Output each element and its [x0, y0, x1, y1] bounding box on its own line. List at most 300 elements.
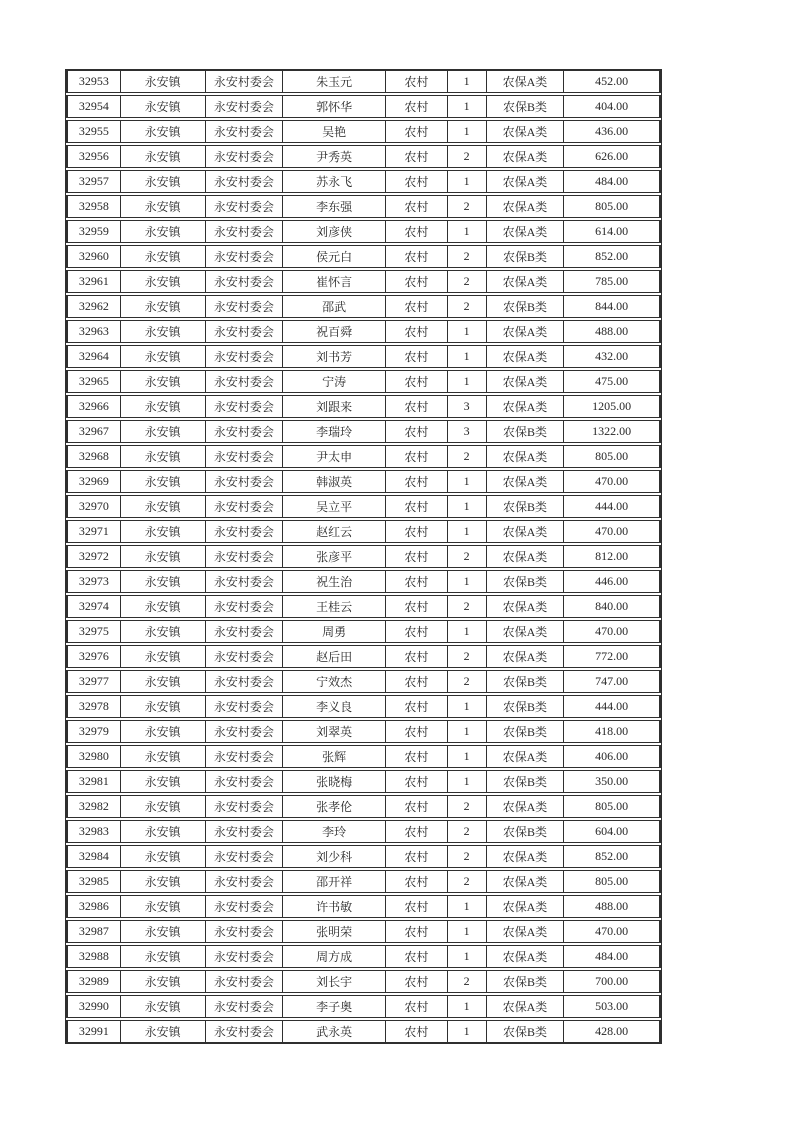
cell-id: 32966 — [67, 396, 121, 417]
cell-amount: 1322.00 — [564, 421, 660, 442]
cell-village: 永安村委会 — [206, 796, 284, 817]
cell-residence: 农村 — [386, 421, 448, 442]
cell-village: 永安村委会 — [206, 546, 284, 567]
cell-id: 32959 — [67, 221, 121, 242]
cell-town: 永安镇 — [121, 546, 206, 567]
cell-id: 32955 — [67, 121, 121, 142]
cell-count: 1 — [448, 896, 487, 917]
cell-name: 武永英 — [283, 1021, 386, 1042]
cell-residence: 农村 — [386, 396, 448, 417]
cell-id: 32988 — [67, 946, 121, 967]
cell-town: 永安镇 — [121, 171, 206, 192]
cell-amount: 812.00 — [564, 546, 660, 567]
cell-town: 永安镇 — [121, 921, 206, 942]
cell-count: 2 — [448, 671, 487, 692]
cell-town: 永安镇 — [121, 96, 206, 117]
cell-amount: 852.00 — [564, 846, 660, 867]
cell-residence: 农村 — [386, 221, 448, 242]
table-row — [66, 470, 661, 493]
cell-village: 永安村委会 — [206, 246, 284, 267]
cell-town: 永安镇 — [121, 221, 206, 242]
cell-count: 1 — [448, 221, 487, 242]
cell-name: 张明荣 — [283, 921, 386, 942]
cell-residence: 农村 — [386, 546, 448, 567]
cell-count: 2 — [448, 146, 487, 167]
cell-category: 农保A类 — [487, 596, 565, 617]
cell-town: 永安镇 — [121, 846, 206, 867]
cell-village: 永安村委会 — [206, 846, 284, 867]
cell-name: 祝百舜 — [283, 321, 386, 342]
cell-id: 32986 — [67, 896, 121, 917]
table-row — [66, 520, 661, 543]
cell-id: 32984 — [67, 846, 121, 867]
cell-category: 农保A类 — [487, 171, 565, 192]
cell-name: 邵武 — [283, 296, 386, 317]
cell-amount: 436.00 — [564, 121, 660, 142]
cell-town: 永安镇 — [121, 671, 206, 692]
cell-town: 永安镇 — [121, 696, 206, 717]
cell-village: 永安村委会 — [206, 771, 284, 792]
cell-town: 永安镇 — [121, 396, 206, 417]
table-row — [66, 220, 661, 243]
cell-residence: 农村 — [386, 496, 448, 517]
cell-name: 周勇 — [283, 621, 386, 642]
table-row — [66, 295, 661, 318]
cell-town: 永安镇 — [121, 296, 206, 317]
cell-category: 农保B类 — [487, 696, 565, 717]
cell-town: 永安镇 — [121, 371, 206, 392]
cell-category: 农保B类 — [487, 96, 565, 117]
cell-name: 尹秀英 — [283, 146, 386, 167]
cell-residence: 农村 — [386, 721, 448, 742]
table-row — [66, 270, 661, 293]
cell-amount: 614.00 — [564, 221, 660, 242]
cell-name: 张彦平 — [283, 546, 386, 567]
cell-town: 永安镇 — [121, 821, 206, 842]
cell-amount: 1205.00 — [564, 396, 660, 417]
cell-name: 李子奥 — [283, 996, 386, 1017]
cell-amount: 484.00 — [564, 946, 660, 967]
cell-village: 永安村委会 — [206, 371, 284, 392]
cell-id: 32957 — [67, 171, 121, 192]
cell-amount: 444.00 — [564, 496, 660, 517]
cell-amount: 772.00 — [564, 646, 660, 667]
cell-town: 永安镇 — [121, 946, 206, 967]
cell-id: 32979 — [67, 721, 121, 742]
cell-category: 农保A类 — [487, 896, 565, 917]
cell-id: 32965 — [67, 371, 121, 392]
cell-amount: 844.00 — [564, 296, 660, 317]
table-row — [66, 1020, 661, 1043]
cell-village: 永安村委会 — [206, 296, 284, 317]
cell-category: 农保A类 — [487, 996, 565, 1017]
cell-id: 32977 — [67, 671, 121, 692]
cell-residence: 农村 — [386, 171, 448, 192]
cell-count: 2 — [448, 246, 487, 267]
cell-town: 永安镇 — [121, 146, 206, 167]
cell-village: 永安村委会 — [206, 346, 284, 367]
cell-name: 李东强 — [283, 196, 386, 217]
cell-residence: 农村 — [386, 571, 448, 592]
cell-residence: 农村 — [386, 1021, 448, 1042]
cell-amount: 446.00 — [564, 571, 660, 592]
cell-id: 32967 — [67, 421, 121, 442]
cell-category: 农保A类 — [487, 271, 565, 292]
table-row — [66, 95, 661, 118]
table-row — [66, 720, 661, 743]
cell-count: 1 — [448, 171, 487, 192]
cell-town: 永安镇 — [121, 246, 206, 267]
cell-amount: 470.00 — [564, 921, 660, 942]
cell-name: 宁涛 — [283, 371, 386, 392]
cell-category: 农保A类 — [487, 121, 565, 142]
cell-amount: 626.00 — [564, 146, 660, 167]
cell-amount: 488.00 — [564, 321, 660, 342]
cell-id: 32982 — [67, 796, 121, 817]
cell-category: 农保B类 — [487, 821, 565, 842]
cell-village: 永安村委会 — [206, 696, 284, 717]
table-row — [66, 145, 661, 168]
cell-village: 永安村委会 — [206, 171, 284, 192]
cell-count: 1 — [448, 371, 487, 392]
table-row — [66, 420, 661, 443]
cell-category: 农保A类 — [487, 746, 565, 767]
cell-town: 永安镇 — [121, 996, 206, 1017]
cell-town: 永安镇 — [121, 196, 206, 217]
cell-village: 永安村委会 — [206, 396, 284, 417]
cell-name: 刘彦侠 — [283, 221, 386, 242]
cell-residence: 农村 — [386, 671, 448, 692]
cell-count: 2 — [448, 646, 487, 667]
table-row — [66, 820, 661, 843]
cell-village: 永安村委会 — [206, 596, 284, 617]
cell-id: 32963 — [67, 321, 121, 342]
cell-village: 永安村委会 — [206, 646, 284, 667]
cell-residence: 农村 — [386, 821, 448, 842]
cell-category: 农保B类 — [487, 771, 565, 792]
cell-residence: 农村 — [386, 846, 448, 867]
cell-category: 农保A类 — [487, 471, 565, 492]
cell-residence: 农村 — [386, 771, 448, 792]
cell-id: 32964 — [67, 346, 121, 367]
cell-residence: 农村 — [386, 921, 448, 942]
cell-residence: 农村 — [386, 321, 448, 342]
cell-residence: 农村 — [386, 871, 448, 892]
cell-name: 张孝伦 — [283, 796, 386, 817]
cell-residence: 农村 — [386, 796, 448, 817]
cell-category: 农保A类 — [487, 796, 565, 817]
cell-count: 2 — [448, 546, 487, 567]
cell-residence: 农村 — [386, 946, 448, 967]
cell-name: 刘长宇 — [283, 971, 386, 992]
cell-town: 永安镇 — [121, 971, 206, 992]
cell-count: 1 — [448, 996, 487, 1017]
cell-town: 永安镇 — [121, 121, 206, 142]
cell-town: 永安镇 — [121, 471, 206, 492]
table-row — [66, 545, 661, 568]
cell-residence: 农村 — [386, 471, 448, 492]
cell-town: 永安镇 — [121, 746, 206, 767]
cell-count: 2 — [448, 821, 487, 842]
cell-name: 王桂云 — [283, 596, 386, 617]
cell-town: 永安镇 — [121, 646, 206, 667]
cell-id: 32976 — [67, 646, 121, 667]
cell-village: 永安村委会 — [206, 971, 284, 992]
cell-name: 吴艳 — [283, 121, 386, 142]
cell-town: 永安镇 — [121, 771, 206, 792]
cell-town: 永安镇 — [121, 346, 206, 367]
cell-id: 32961 — [67, 271, 121, 292]
cell-town: 永安镇 — [121, 871, 206, 892]
cell-category: 农保A类 — [487, 321, 565, 342]
cell-count: 2 — [448, 271, 487, 292]
cell-residence: 农村 — [386, 746, 448, 767]
cell-name: 刘跟来 — [283, 396, 386, 417]
cell-village: 永安村委会 — [206, 946, 284, 967]
cell-village: 永安村委会 — [206, 671, 284, 692]
cell-count: 1 — [448, 521, 487, 542]
cell-count: 1 — [448, 496, 487, 517]
cell-amount: 484.00 — [564, 171, 660, 192]
cell-amount: 452.00 — [564, 71, 660, 92]
cell-amount: 503.00 — [564, 996, 660, 1017]
cell-name: 刘少科 — [283, 846, 386, 867]
cell-name: 赵后田 — [283, 646, 386, 667]
cell-id: 32958 — [67, 196, 121, 217]
cell-id: 32989 — [67, 971, 121, 992]
cell-count: 1 — [448, 96, 487, 117]
table-row — [66, 620, 661, 643]
cell-category: 农保A类 — [487, 521, 565, 542]
cell-residence: 农村 — [386, 371, 448, 392]
cell-category: 农保B类 — [487, 721, 565, 742]
table-row — [66, 670, 661, 693]
cell-id: 32975 — [67, 621, 121, 642]
table-row — [66, 120, 661, 143]
cell-count: 1 — [448, 721, 487, 742]
cell-residence: 农村 — [386, 621, 448, 642]
cell-count: 3 — [448, 421, 487, 442]
cell-id: 32990 — [67, 996, 121, 1017]
cell-name: 周方成 — [283, 946, 386, 967]
cell-amount: 785.00 — [564, 271, 660, 292]
cell-village: 永安村委会 — [206, 321, 284, 342]
cell-count: 2 — [448, 796, 487, 817]
cell-amount: 470.00 — [564, 621, 660, 642]
cell-count: 2 — [448, 596, 487, 617]
cell-name: 赵红云 — [283, 521, 386, 542]
cell-amount: 406.00 — [564, 746, 660, 767]
cell-name: 许书敏 — [283, 896, 386, 917]
cell-name: 李义良 — [283, 696, 386, 717]
cell-id: 32991 — [67, 1021, 121, 1042]
pension-payment-table — [65, 69, 662, 1044]
cell-category: 农保A类 — [487, 71, 565, 92]
cell-residence: 农村 — [386, 596, 448, 617]
cell-town: 永安镇 — [121, 521, 206, 542]
cell-town: 永安镇 — [121, 421, 206, 442]
cell-count: 3 — [448, 396, 487, 417]
table-row — [66, 795, 661, 818]
cell-amount: 470.00 — [564, 471, 660, 492]
cell-village: 永安村委会 — [206, 721, 284, 742]
table-row — [66, 345, 661, 368]
cell-count: 1 — [448, 471, 487, 492]
cell-name: 苏永飞 — [283, 171, 386, 192]
cell-category: 农保A类 — [487, 446, 565, 467]
cell-count: 1 — [448, 921, 487, 942]
table-row — [66, 970, 661, 993]
cell-category: 农保A类 — [487, 646, 565, 667]
cell-category: 农保A类 — [487, 221, 565, 242]
cell-id: 32985 — [67, 871, 121, 892]
cell-id: 32970 — [67, 496, 121, 517]
cell-id: 32954 — [67, 96, 121, 117]
cell-category: 农保A类 — [487, 546, 565, 567]
cell-count: 1 — [448, 1021, 487, 1042]
cell-id: 32969 — [67, 471, 121, 492]
cell-category: 农保A类 — [487, 396, 565, 417]
cell-village: 永安村委会 — [206, 196, 284, 217]
cell-town: 永安镇 — [121, 496, 206, 517]
cell-amount: 805.00 — [564, 196, 660, 217]
cell-category: 农保B类 — [487, 296, 565, 317]
cell-residence: 农村 — [386, 196, 448, 217]
cell-category: 农保B类 — [487, 571, 565, 592]
cell-amount: 805.00 — [564, 796, 660, 817]
cell-count: 1 — [448, 746, 487, 767]
cell-amount: 488.00 — [564, 896, 660, 917]
cell-village: 永安村委会 — [206, 821, 284, 842]
cell-town: 永安镇 — [121, 621, 206, 642]
table-row — [66, 770, 661, 793]
table-row — [66, 245, 661, 268]
table-row — [66, 170, 661, 193]
cell-village: 永安村委会 — [206, 221, 284, 242]
cell-residence: 农村 — [386, 96, 448, 117]
cell-residence: 农村 — [386, 271, 448, 292]
table-row — [66, 320, 661, 343]
cell-count: 2 — [448, 296, 487, 317]
cell-category: 农保A类 — [487, 346, 565, 367]
cell-name: 韩淑英 — [283, 471, 386, 492]
cell-village: 永安村委会 — [206, 421, 284, 442]
cell-category: 农保B类 — [487, 971, 565, 992]
cell-count: 2 — [448, 196, 487, 217]
cell-count: 1 — [448, 696, 487, 717]
table-row — [66, 995, 661, 1018]
table-row — [66, 695, 661, 718]
table-row — [66, 920, 661, 943]
cell-village: 永安村委会 — [206, 471, 284, 492]
cell-village: 永安村委会 — [206, 871, 284, 892]
cell-town: 永安镇 — [121, 796, 206, 817]
cell-name: 郭怀华 — [283, 96, 386, 117]
cell-category: 农保A类 — [487, 146, 565, 167]
cell-name: 刘书芳 — [283, 346, 386, 367]
cell-town: 永安镇 — [121, 896, 206, 917]
cell-category: 农保A类 — [487, 846, 565, 867]
cell-category: 农保A类 — [487, 621, 565, 642]
cell-name: 张辉 — [283, 746, 386, 767]
cell-residence: 农村 — [386, 996, 448, 1017]
table-row — [66, 645, 661, 668]
cell-id: 32953 — [67, 71, 121, 92]
cell-count: 1 — [448, 946, 487, 967]
cell-id: 32960 — [67, 246, 121, 267]
cell-amount: 805.00 — [564, 871, 660, 892]
cell-residence: 农村 — [386, 896, 448, 917]
cell-amount: 604.00 — [564, 821, 660, 842]
cell-id: 32974 — [67, 596, 121, 617]
cell-amount: 840.00 — [564, 596, 660, 617]
cell-category: 农保A类 — [487, 871, 565, 892]
cell-count: 1 — [448, 571, 487, 592]
cell-village: 永安村委会 — [206, 146, 284, 167]
table-row — [66, 195, 661, 218]
cell-amount: 418.00 — [564, 721, 660, 742]
cell-amount: 432.00 — [564, 346, 660, 367]
cell-village: 永安村委会 — [206, 571, 284, 592]
cell-amount: 805.00 — [564, 446, 660, 467]
cell-amount: 700.00 — [564, 971, 660, 992]
cell-id: 32973 — [67, 571, 121, 592]
table-row — [66, 570, 661, 593]
cell-id: 32983 — [67, 821, 121, 842]
table-row — [66, 70, 661, 93]
cell-category: 农保B类 — [487, 1021, 565, 1042]
cell-village: 永安村委会 — [206, 271, 284, 292]
cell-name: 吴立平 — [283, 496, 386, 517]
cell-category: 农保A类 — [487, 196, 565, 217]
cell-category: 农保A类 — [487, 921, 565, 942]
cell-residence: 农村 — [386, 696, 448, 717]
cell-amount: 475.00 — [564, 371, 660, 392]
cell-name: 朱玉元 — [283, 71, 386, 92]
cell-town: 永安镇 — [121, 596, 206, 617]
cell-amount: 444.00 — [564, 696, 660, 717]
cell-residence: 农村 — [386, 521, 448, 542]
cell-name: 尹太申 — [283, 446, 386, 467]
cell-count: 2 — [448, 846, 487, 867]
table-row — [66, 895, 661, 918]
cell-id: 32980 — [67, 746, 121, 767]
cell-village: 永安村委会 — [206, 96, 284, 117]
cell-name: 侯元白 — [283, 246, 386, 267]
cell-residence: 农村 — [386, 146, 448, 167]
cell-residence: 农村 — [386, 246, 448, 267]
cell-residence: 农村 — [386, 346, 448, 367]
cell-amount: 470.00 — [564, 521, 660, 542]
cell-village: 永安村委会 — [206, 1021, 284, 1042]
cell-residence: 农村 — [386, 71, 448, 92]
cell-amount: 428.00 — [564, 1021, 660, 1042]
table-row — [66, 945, 661, 968]
cell-town: 永安镇 — [121, 271, 206, 292]
cell-town: 永安镇 — [121, 446, 206, 467]
table-row — [66, 845, 661, 868]
cell-name: 李瑞玲 — [283, 421, 386, 442]
cell-count: 2 — [448, 871, 487, 892]
cell-town: 永安镇 — [121, 571, 206, 592]
cell-residence: 农村 — [386, 121, 448, 142]
cell-village: 永安村委会 — [206, 746, 284, 767]
cell-residence: 农村 — [386, 971, 448, 992]
cell-id: 32962 — [67, 296, 121, 317]
table-row — [66, 395, 661, 418]
cell-id: 32968 — [67, 446, 121, 467]
cell-village: 永安村委会 — [206, 121, 284, 142]
